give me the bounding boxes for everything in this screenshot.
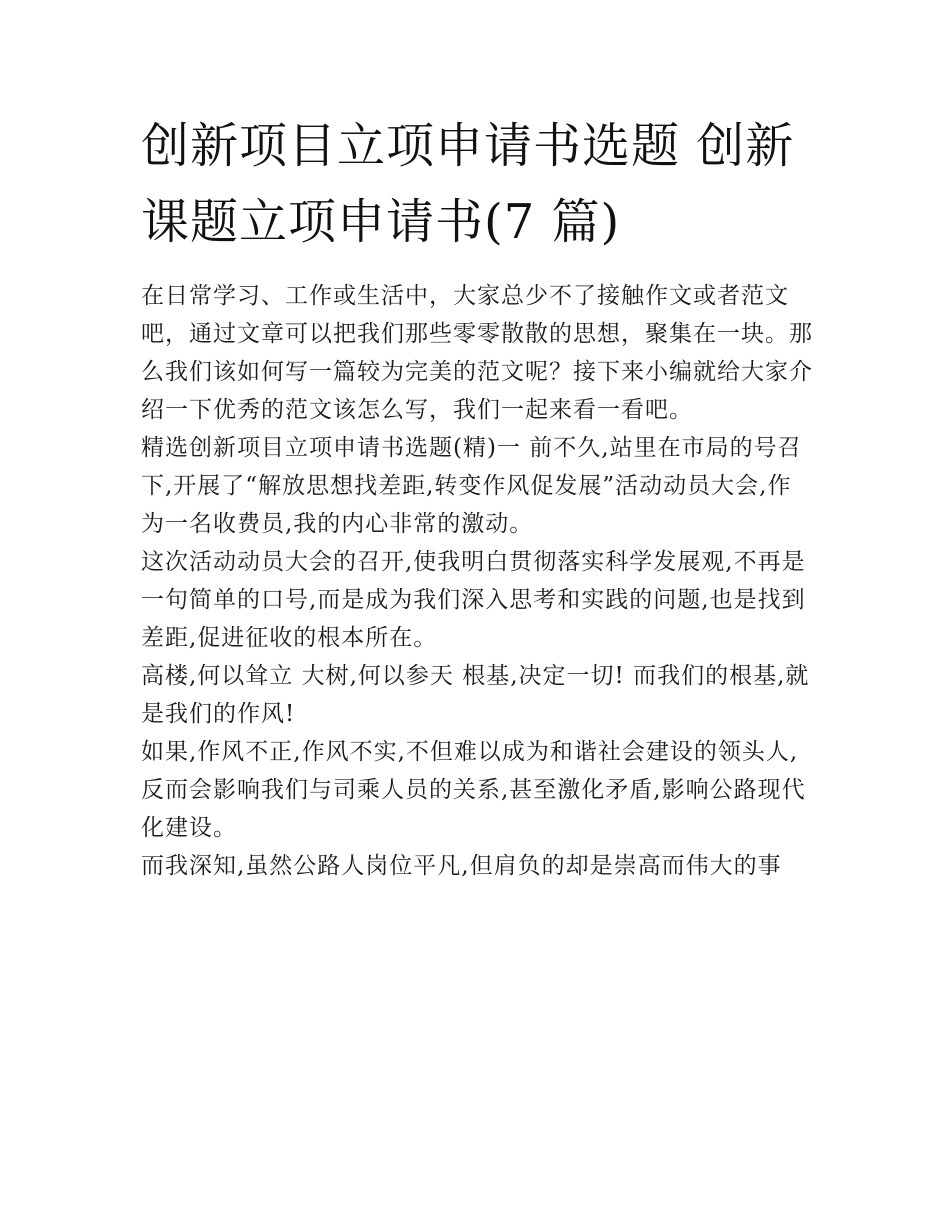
paragraph-work-style: 如果,作风不正,作风不实,不但难以成为和谐社会建设的领头人,反而会影响我们与司乘人员的关系,甚至激化矛盾,影响公路现代化建设。: [141, 739, 806, 841]
paragraph-intro: 在日常学习、工作或生活中，大家总少不了接触作文或者范文吧，通过文章可以把我们那些零零散散的思想，聚集在一块。那么我们该如何写一篇较为完美的范文呢？接下来小编就给大家介绍一下优秀的范文该怎么写，我们一起来看一看吧。: [141, 283, 813, 423]
paragraph-foundation: 高楼,何以耸立 大树,何以参天 根基,决定一切! 而我们的根基,就是我们的作风!: [141, 663, 810, 727]
paragraph-duty: 而我深知,虽然公路人岗位平凡,但肩负的却是崇高而伟大的事: [141, 853, 782, 879]
paragraph-meeting: 这次活动动员大会的召开,使我明白贯彻落实科学发展观,不再是一句简单的口号,而是成为我们深入思考和实践的问题,也是找到差距,促进征收的根本所在。: [141, 549, 806, 651]
document-body: [141, 108, 813, 885]
paragraph-selection-one: 精选创新项目立项申请书选题(精)一 前不久,站里在市局的号召下,开展了“解放思想找差距,转变作风促发展”活动动员大会,作为一名收费员,我的内心非常的激动。: [141, 435, 802, 537]
document-title: 创新项目立项申请书选题 创新课题立项申请书(7 篇): [141, 118, 795, 250]
